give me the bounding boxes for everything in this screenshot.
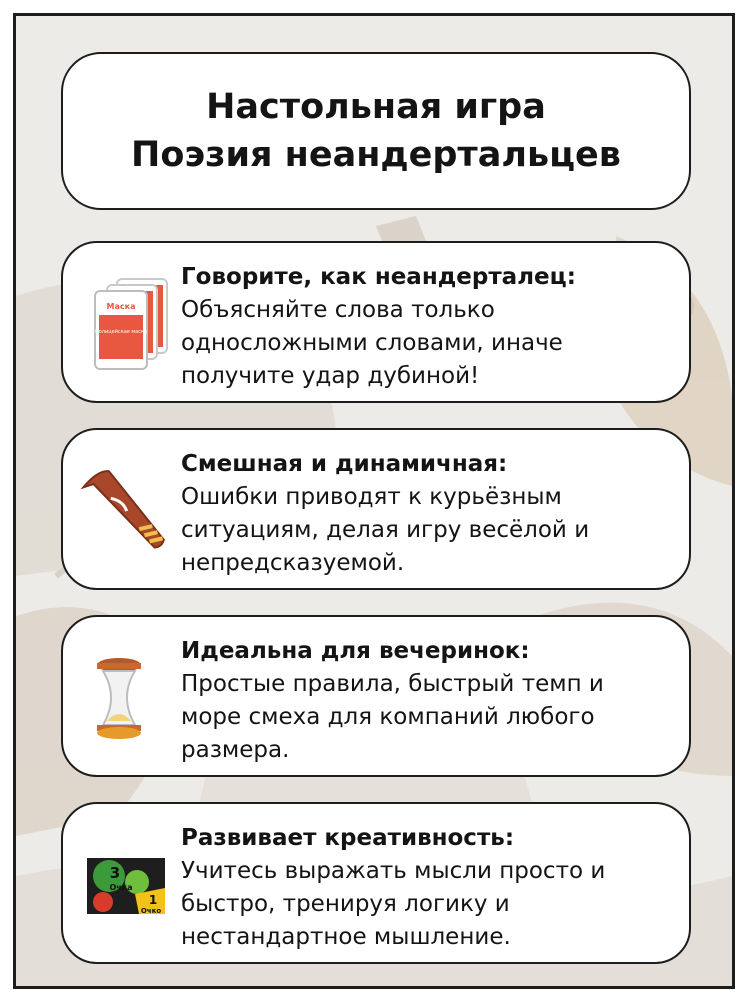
card-heading: Идеальна для вечеринок: bbox=[181, 638, 530, 664]
card-line: односложными словами, иначе bbox=[181, 330, 563, 356]
card-line: Объясняйте слова только bbox=[181, 297, 495, 323]
card-heading: Развивает креативность: bbox=[181, 825, 515, 851]
card-line: Ошибки приводят к курьёзным bbox=[181, 484, 562, 510]
title-line-2: Поэзия неандертальцев bbox=[131, 135, 621, 175]
card-heading: Говорите, как неандерталец: bbox=[181, 264, 576, 290]
title-box bbox=[61, 52, 691, 210]
feature-card-funny bbox=[61, 428, 691, 590]
title-line-1: Настольная игра bbox=[206, 87, 546, 127]
card-line: Простые правила, быстрый темп и bbox=[181, 671, 604, 697]
card-line: размера. bbox=[181, 737, 290, 763]
score-one-label: Очко bbox=[140, 907, 162, 915]
card-line: получите удар дубиной! bbox=[181, 363, 480, 389]
club-icon bbox=[79, 458, 183, 562]
card-line: быстро, тренируя логику и bbox=[181, 891, 510, 917]
card-line: ситуациям, делая игру весёлой и bbox=[181, 517, 590, 543]
card-line: нестандартное мышление. bbox=[181, 924, 511, 950]
card-deck-word: Маска bbox=[106, 302, 136, 311]
score-one: 1 bbox=[148, 893, 158, 907]
feature-card-creativity bbox=[61, 802, 691, 964]
score-three: 3 bbox=[109, 864, 121, 882]
infographic-frame bbox=[13, 13, 735, 989]
feature-card-party bbox=[61, 615, 691, 777]
score-board-icon bbox=[79, 832, 183, 936]
card-line: непредсказуемой. bbox=[181, 550, 405, 576]
score-three-label: Очка bbox=[109, 883, 133, 892]
card-line: море смеха для компаний любого bbox=[181, 704, 595, 730]
card-line: Учитесь выражать мысли просто и bbox=[181, 858, 606, 884]
card-heading: Смешная и динамичная: bbox=[181, 451, 508, 477]
hourglass-icon bbox=[79, 645, 183, 749]
card-deck-caption: Полицейская маска bbox=[94, 329, 148, 335]
feature-card-speak bbox=[61, 241, 691, 403]
card-deck-icon bbox=[79, 271, 183, 375]
